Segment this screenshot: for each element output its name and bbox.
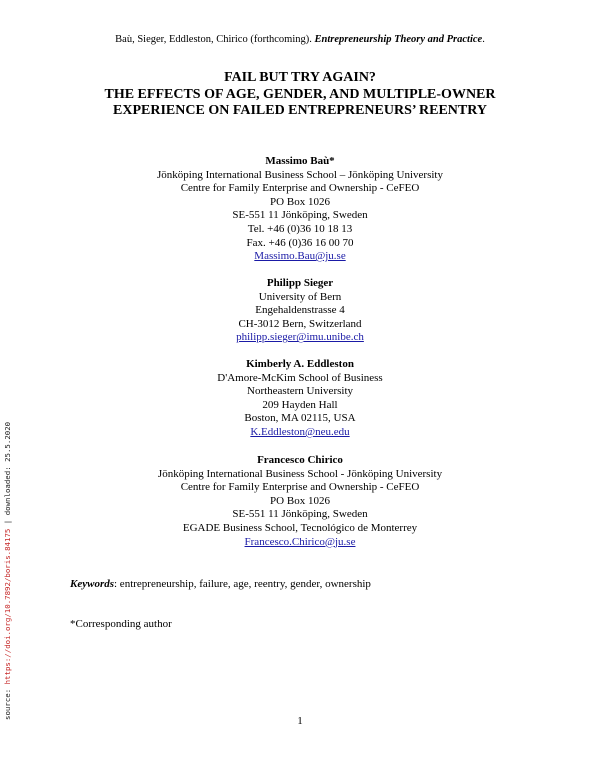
affiliation-line: 209 Hayden Hall <box>262 398 338 411</box>
page-number: 1 <box>297 715 303 727</box>
paper-title <box>0 70 600 120</box>
author-block-bau <box>0 155 600 264</box>
header-citation: Baù, Sieger, Eddleston, Chirico (forthcoming). <box>115 34 315 45</box>
author-block-sieger <box>0 277 600 345</box>
author-block-chirico <box>0 454 600 549</box>
author-name: Massimo Baù* <box>265 155 335 167</box>
author-email-link[interactable]: Massimo.Bau@ju.se <box>254 250 346 263</box>
author-email-link[interactable]: K.Eddleston@neu.edu <box>250 425 350 438</box>
author-name: Kimberly A. Eddleston <box>246 358 354 370</box>
header-suffix: . <box>482 34 485 45</box>
affiliation-line: D'Amore-McKim School of Business <box>217 371 383 384</box>
affiliation-line: University of Bern <box>258 290 342 303</box>
affiliation-line: Northeastern University <box>247 385 353 398</box>
title-line: THE EFFECTS OF AGE, GENDER, AND MULTIPLE-OWNER <box>104 86 496 102</box>
author-email-link[interactable]: Francesco.Chirico@ju.se <box>244 535 356 548</box>
header-journal: Entrepreneurship Theory and Practice <box>314 34 483 45</box>
affiliation-line: Centre for Family Enterprise and Ownership - CeFEO <box>180 182 420 195</box>
running-header <box>0 34 600 45</box>
keywords-text: : entrepreneurship, failure, age, reentry, gender, ownership <box>114 578 371 590</box>
title-line: EXPERIENCE ON FAILED ENTREPRENEURS’ REENTRY <box>113 103 487 118</box>
author-name: Francesco Chirico <box>257 454 343 466</box>
affiliation-line: Jönköping International Business School - Jönköping University <box>157 467 443 480</box>
affiliation-line: Centre for Family Enterprise and Ownership - CeFEO <box>180 481 420 494</box>
stamp-doi-link[interactable]: https://doi.org/10.7892/boris.84175 <box>3 528 12 685</box>
affiliation-line: SE-551 11 Jönköping, Sweden <box>232 209 368 222</box>
corresponding-author-note: *Corresponding author <box>70 618 172 630</box>
title-line: FAIL BUT TRY AGAIN? <box>224 70 376 85</box>
keywords-label: Keywords <box>70 578 114 590</box>
author-name: Philipp Sieger <box>266 277 334 289</box>
affiliation-line: PO Box 1026 <box>270 494 330 507</box>
affiliation-line: Boston, MA 02115, USA <box>244 412 356 425</box>
affiliation-line: Engehaldenstrasse 4 <box>255 304 345 317</box>
affiliation-line: PO Box 1026 <box>270 195 330 208</box>
author-email-link[interactable]: philipp.sieger@imu.unibe.ch <box>236 331 364 344</box>
stamp-prefix: source: <box>3 684 12 720</box>
affiliation-line: Jönköping International Business School – Jönköping University <box>157 168 443 181</box>
affiliation-line: EGADE Business School, Tecnológico de Monterrey <box>182 521 418 534</box>
affiliation-line: Tel. +46 (0)36 10 18 13 <box>247 222 353 235</box>
stamp-suffix: | downloaded: 25.5.2020 <box>3 421 12 529</box>
keywords <box>70 578 371 590</box>
affiliation-line: Fax. +46 (0)36 16 00 70 <box>246 236 354 249</box>
download-stamp <box>3 422 12 720</box>
affiliation-line: SE-551 11 Jönköping, Sweden <box>232 508 368 521</box>
author-block-eddleston <box>0 358 600 440</box>
affiliation-line: CH-3012 Bern, Switzerland <box>238 317 362 330</box>
